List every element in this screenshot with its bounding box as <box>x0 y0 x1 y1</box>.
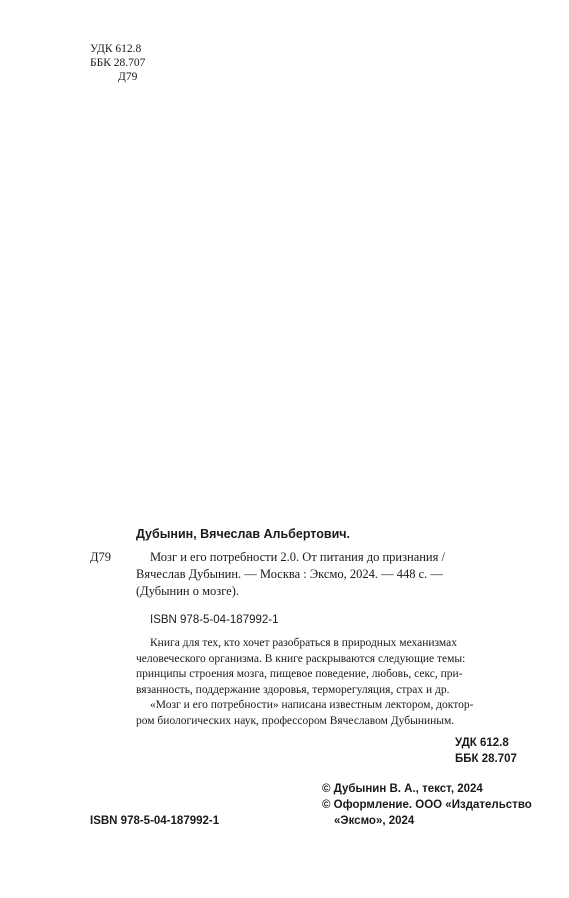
record-line: Вячеслав Дубынин. — Москва : Эксмо, 2024. — 448 с. — <box>136 567 443 581</box>
copyright-publisher: «Эксмо», 2024 <box>334 815 415 827</box>
annotation <box>136 636 536 730</box>
classification-block <box>90 42 145 84</box>
bbk-code-right: ББК 28.707 <box>455 753 517 765</box>
annotation-line: человеческого организма. В книге раскрываются следующие темы: <box>136 652 466 665</box>
record-line: (Дубынин о мозге). <box>136 584 239 598</box>
classification-codes-right <box>455 735 517 767</box>
record-author-mark: Д79 <box>90 550 112 564</box>
record-body <box>136 549 536 600</box>
annotation-line: «Мозг и его потребности» написана известным лектором, доктор- <box>150 699 474 712</box>
record-author: Дубынин, Вячеслав Альбертович. <box>136 527 350 541</box>
annotation-line: вязанность, поддержание здоровья, терморегуляция, страх и др. <box>136 683 450 696</box>
annotation-line: принципы строения мозга, пищевое поведение, любовь, секс, при- <box>136 668 463 681</box>
copyright-text: © Дубынин В. А., текст, 2024 <box>322 783 483 795</box>
annotation-line: ром биологических наук, профессором Вячеславом Дубыниным. <box>136 714 455 727</box>
record-line: Мозг и его потребности 2.0. От питания до признания / <box>150 550 445 564</box>
copyright-block <box>322 781 532 829</box>
udk-code-right: УДК 612.8 <box>455 737 509 749</box>
isbn-bottom: ISBN 978-5-04-187992-1 <box>90 815 220 827</box>
bbk-code: ББК 28.707 <box>90 57 146 69</box>
annotation-line: Книга для тех, кто хочет разобраться в природных механизмах <box>150 637 457 649</box>
copyright-design: © Оформление. ООО «Издательство <box>322 799 532 811</box>
author-mark: Д79 <box>118 71 138 83</box>
record-isbn: ISBN 978-5-04-187992-1 <box>150 614 279 626</box>
udk-code: УДК 612.8 <box>90 43 142 55</box>
